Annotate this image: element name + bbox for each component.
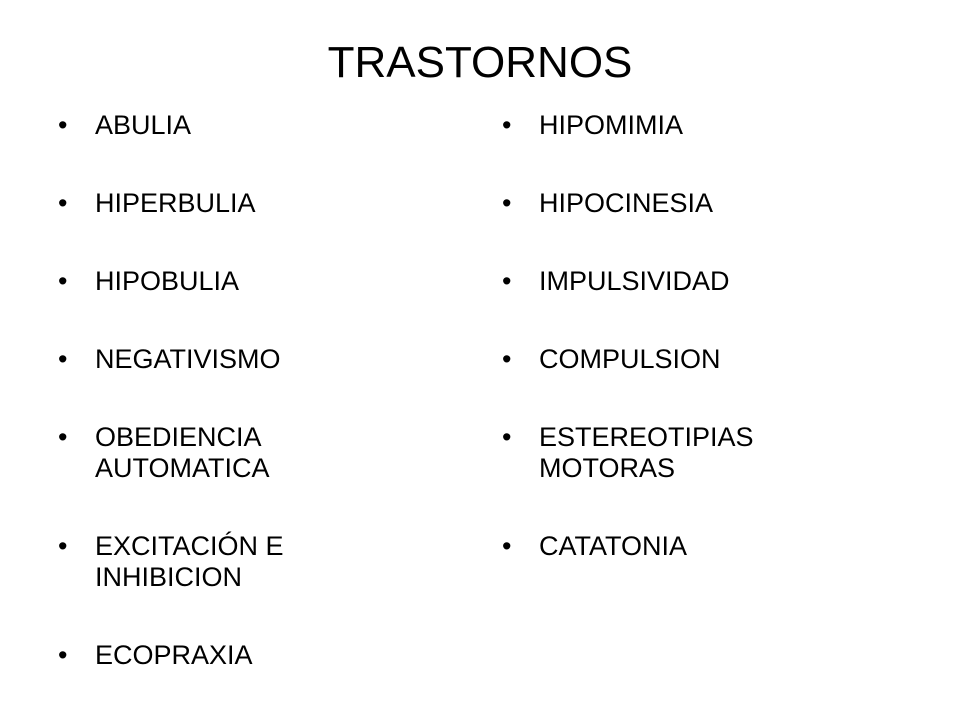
bullet-icon: • [502, 110, 512, 140]
list-item [58, 640, 458, 671]
bullet-icon: • [58, 422, 68, 452]
slide-title: TRASTORNOS [327, 38, 633, 87]
list-item [58, 344, 458, 375]
list-item-text: HIPOBULIA [95, 266, 240, 296]
list-item-text: EXCITACIÓN E INHIBICION [95, 531, 284, 592]
bullet-icon: • [502, 344, 512, 374]
bullet-icon: • [502, 422, 512, 452]
list-item [502, 531, 902, 562]
list-item [58, 266, 458, 297]
list-item-text: COMPULSION [539, 344, 721, 374]
list-item [502, 344, 902, 375]
bullet-icon: • [58, 110, 68, 140]
list-item-text: HIPERBULIA [95, 188, 256, 218]
list-item [58, 188, 458, 219]
list-item-text: HIPOCINESIA [539, 188, 714, 218]
list-item-text: IMPULSIVIDAD [539, 266, 730, 296]
list-item [502, 422, 902, 484]
list-item-text: ESTEREOTIPIAS MOTORAS [539, 422, 754, 483]
list-item [58, 422, 458, 484]
list-item [502, 188, 902, 219]
list-item [58, 531, 458, 593]
bullet-icon: • [58, 531, 68, 561]
list-item [58, 110, 458, 141]
bullet-icon: • [58, 188, 68, 218]
bullet-icon: • [58, 640, 68, 670]
list-item-text: HIPOMIMIA [539, 110, 684, 140]
left-bullet-list [58, 110, 458, 718]
right-bullet-list [502, 110, 902, 609]
bullet-icon: • [502, 188, 512, 218]
list-item [502, 266, 902, 297]
bullet-icon: • [58, 344, 68, 374]
list-item-text: ECOPRAXIA [95, 640, 253, 670]
bullet-icon: • [58, 266, 68, 296]
list-item-text: CATATONIA [539, 531, 688, 561]
list-item-text: ABULIA [95, 110, 192, 140]
bullet-icon: • [502, 531, 512, 561]
list-item [502, 110, 902, 141]
list-item-text: NEGATIVISMO [95, 344, 281, 374]
bullet-icon: • [502, 266, 512, 296]
list-item-text: OBEDIENCIA AUTOMATICA [95, 422, 270, 483]
